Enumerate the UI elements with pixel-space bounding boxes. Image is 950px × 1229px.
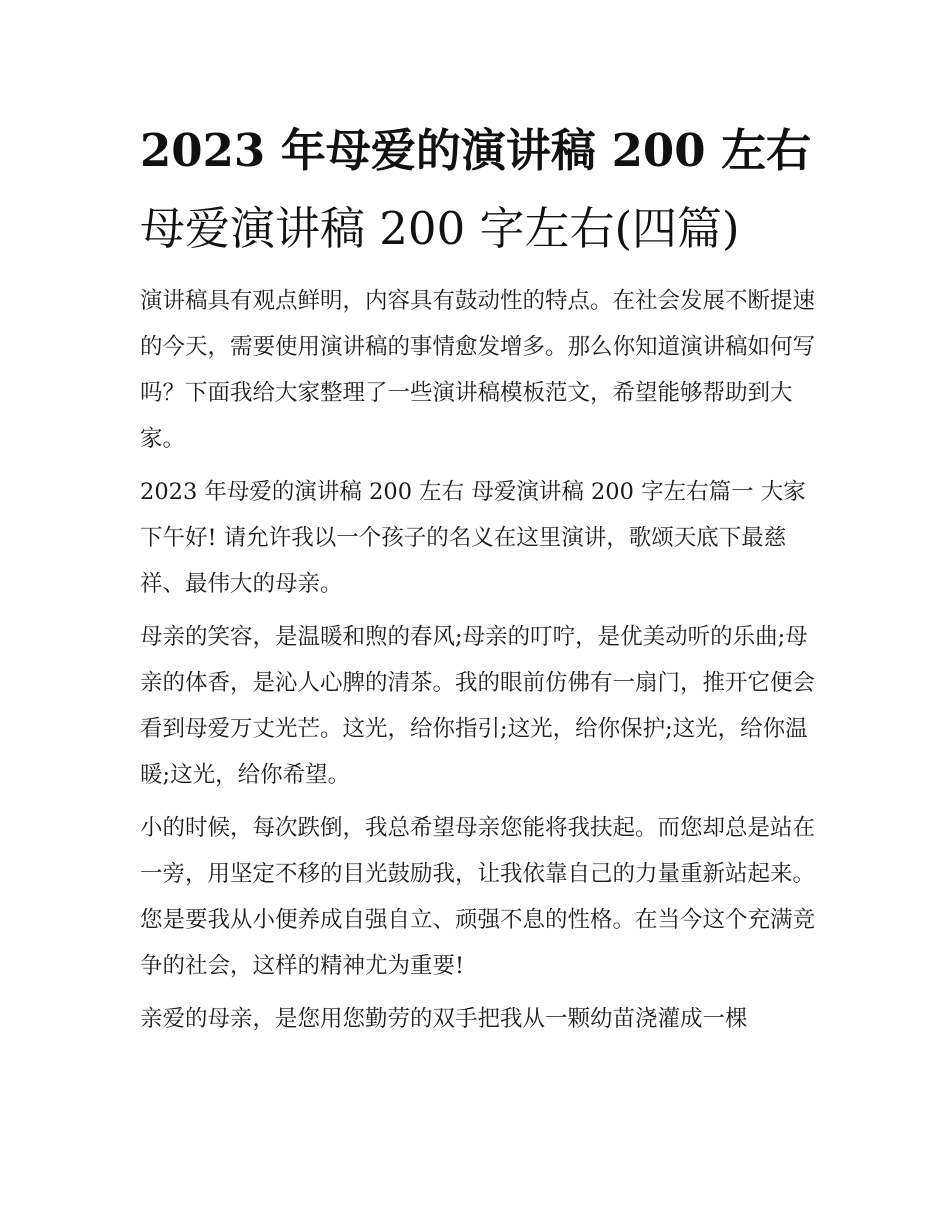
paragraph-childhood: 小的时候，每次跌倒，我总希望母亲您能将我扶起。而您却总是站在一旁，用坚定不移的目光鼓励我，让我依靠自己的力量重新站起来。您是要我从小便养成自强自立、顽强不息的性格。在当今这个充满竞争的社会，这样的精神尤为重要! [140,815,816,979]
document-title [140,112,820,268]
document-body [140,278,815,1049]
paragraph-mother-smile: 母亲的笑容，是温暖和煦的春风;母亲的叮咛，是优美动听的乐曲;母亲的体香，是沁人心脾的清茶。我的眼前仿佛有一扇门，推开它便会看到母爱万丈光芒。这光，给你指引;这光，给你保护;这光，给你温暖;这光，给你希望。 [140,624,816,788]
paragraph-speech-opening: 2023 年母爱的演讲稿 200 左右 母爱演讲稿 200 字左右篇一 大家下午好! 请允许我以一个孩子的名义在这里演讲，歌颂天底下最慈祥、最伟大的母亲。 [140,479,806,597]
paragraph-intro: 演讲稿具有观点鲜明，内容具有鼓动性的特点。在社会发展不断提速的今天，需要使用演讲稿的事情愈发增多。那么你知道演讲稿如何写吗？下面我给大家整理了一些演讲稿模板范文，希望能够帮助到大家。 [140,288,816,452]
title-line-1: 2023 年母爱的演讲稿 200 左右 [140,124,812,177]
paragraph-dear-mother: 亲爱的母亲，是您用您勤劳的双手把我从一颗幼苗浇灌成一棵 [140,1006,748,1032]
title-line-2: 母爱演讲稿 200 字左右(四篇) [140,202,740,255]
